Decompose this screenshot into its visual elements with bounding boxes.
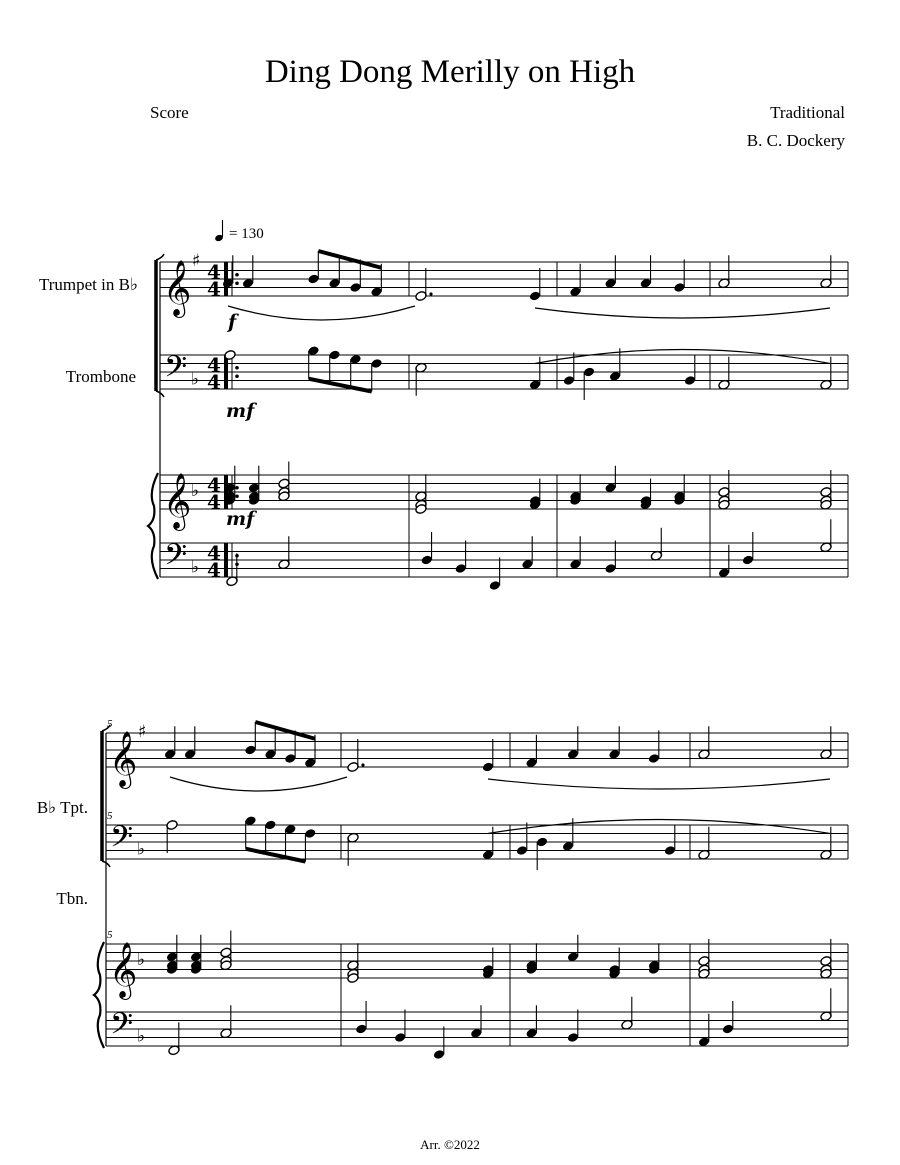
piano-brace xyxy=(94,942,104,1048)
repeat-dot xyxy=(235,281,239,285)
instrument-label-trombone: Trombone xyxy=(65,367,136,386)
system-2 xyxy=(94,718,848,1060)
time-signature-top: 4 xyxy=(207,260,221,284)
time-signature-top: 4 xyxy=(207,473,221,497)
repeat-thick-bar xyxy=(224,543,228,577)
quarter-note-icon xyxy=(214,220,224,242)
repeat-thick-bar xyxy=(224,262,228,296)
slur xyxy=(535,308,830,318)
dynamic-piano: mf xyxy=(226,508,255,530)
slur xyxy=(488,820,830,834)
score-label: Score xyxy=(150,103,189,122)
dot xyxy=(429,292,432,295)
slur xyxy=(170,777,347,791)
bass-clef-icon: 𝄢 xyxy=(110,1007,134,1049)
tempo-marking: = 130 xyxy=(229,226,264,242)
slur xyxy=(535,350,830,364)
beam xyxy=(318,251,381,268)
measure-number: 5 xyxy=(107,929,113,941)
treble-clef-icon: 𝄞 xyxy=(109,731,138,787)
time-signature-top: 4 xyxy=(207,353,221,377)
copyright-notice: Arr. ©2022 xyxy=(420,1137,480,1152)
time-signature-bottom: 4 xyxy=(207,490,221,514)
repeat-dot xyxy=(235,366,239,370)
bass-clef-icon: 𝄢 xyxy=(164,350,188,392)
time-signature-bottom: 4 xyxy=(207,370,221,394)
arranger-credit: B. C. Dockery xyxy=(746,131,845,150)
instrument-label-trumpet-short: B♭ Tpt. xyxy=(36,798,88,817)
measure-number: 5 xyxy=(107,718,113,730)
repeat-dot xyxy=(235,494,239,498)
time-signature-top: 4 xyxy=(207,541,221,565)
slur xyxy=(488,779,830,789)
repeat-dot xyxy=(235,374,239,378)
instrument-label-trumpet: Trumpet in B♭ xyxy=(38,275,138,294)
flat-icon: ♭ xyxy=(191,481,200,501)
flat-icon: ♭ xyxy=(191,557,200,578)
measure-number: 5 xyxy=(107,810,113,822)
repeat-dot xyxy=(235,486,239,490)
dynamic-trombone: mf xyxy=(226,400,255,422)
composer-credit: Traditional xyxy=(770,103,845,122)
repeat-dot xyxy=(235,273,239,277)
sharp-icon: ♯ xyxy=(138,722,147,742)
instrument-label-trombone-short: Tbn. xyxy=(56,889,88,908)
treble-clef-icon: 𝄞 xyxy=(109,942,138,998)
system-1 xyxy=(148,251,848,591)
time-signature-bottom: 4 xyxy=(207,277,221,301)
treble-clef-icon: 𝄞 xyxy=(163,260,192,316)
beam xyxy=(255,722,315,739)
bass-clef-icon: 𝄢 xyxy=(110,820,134,862)
flat-icon: ♭ xyxy=(137,839,146,860)
score-title: Ding Dong Merilly on High xyxy=(264,54,636,90)
time-signature-bottom: 4 xyxy=(207,558,221,582)
dynamic-trumpet: f xyxy=(228,311,237,333)
bass-clef-icon: 𝄢 xyxy=(164,538,188,580)
dot xyxy=(361,763,364,766)
repeat-thick-bar xyxy=(224,355,228,389)
flat-icon: ♭ xyxy=(191,369,200,390)
sharp-icon: ♯ xyxy=(192,251,201,271)
piano-brace xyxy=(148,473,158,579)
treble-clef-icon: 𝄞 xyxy=(163,473,192,529)
slur xyxy=(228,306,415,320)
flat-icon: ♭ xyxy=(137,1026,146,1047)
flat-icon: ♭ xyxy=(137,950,146,970)
